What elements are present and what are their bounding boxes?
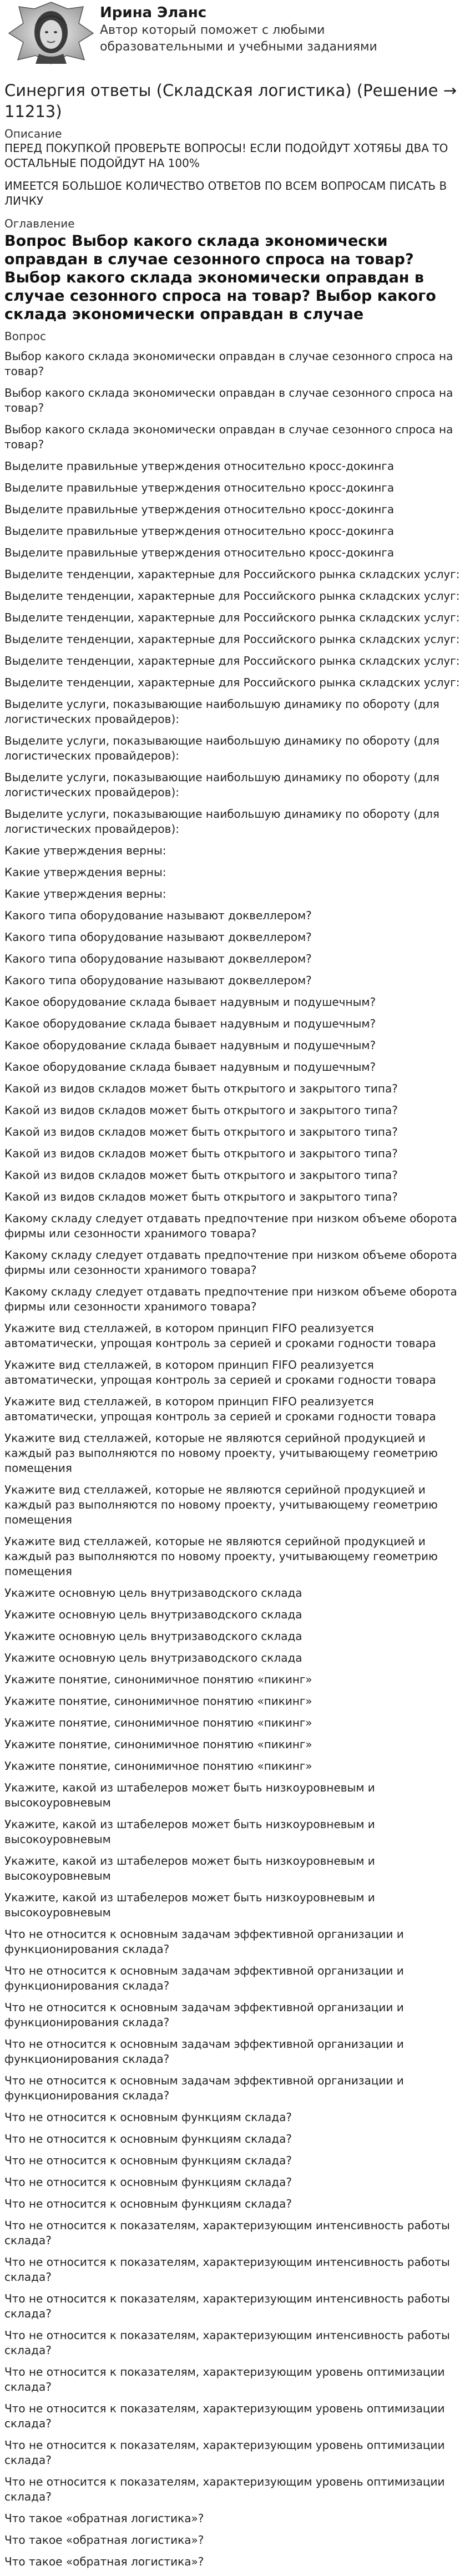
author-name[interactable]: Ирина Эланс [100,4,207,21]
question-item: Что не относится к основным функциям склада? [4,2197,292,2210]
question-item: Укажите понятие, синонимичное понятию «пикинг» [4,1738,312,1751]
question-item: Выделите правильные утверждения относительно кросс-докинга [4,481,395,494]
question-item: Какого типа оборудование называют доквеллером? [4,930,312,944]
question-item: Укажите основную цель внутризаводского склада [4,1608,302,1621]
question-item: Какого типа оборудование называют доквеллером? [4,974,312,987]
question-item: Укажите понятие, синонимичное понятию «пикинг» [4,1694,312,1708]
question-item: Выделите правильные утверждения относительно кросс-докинга [4,524,395,538]
question-item: Укажите понятие, синонимичное понятию «пикинг» [4,1716,312,1729]
question-item: Выделите тенденции, характерные для Российского рынка складских услуг: [4,654,460,667]
question-item: Какого типа оборудование называют доквеллером? [4,952,312,965]
question-item: Выделите услуги, показывающие наибольшую динамику по обороту (для логистических провайдеров): [4,771,439,799]
question-item: Выделите правильные утверждения относительно кросс-докинга [4,503,395,516]
question-item: Что не относится к показателям, характеризующим интенсивность работы склада? [4,2329,450,2357]
author-info [100,1,444,55]
question-item: Выделите тенденции, характерные для Российского рынка складских услуг: [4,589,460,603]
page-title: Синергия ответы (Складская логистика) (Решение → 11213) [4,81,457,121]
question-item: Что не относится к основным функциям склада? [4,2111,292,2124]
question-item: Что не относится к показателям, характеризующим уровень оптимизации склада? [4,2438,445,2467]
question-item: Что не относится к показателям, характеризующим интенсивность работы склада? [4,2255,450,2284]
question-list [4,349,467,2569]
question-item: Что не относится к показателям, характеризующим интенсивность работы склада? [4,2292,450,2320]
author-card [4,1,467,68]
question-item: Что не относится к основным задачам эффективной организации и функционирования склада? [4,2074,404,2102]
question-item: Укажите вид стеллажей, которые не являются серийной продукцией и каждый раз выполняются по новому проекту, учитывающему геометрию помещения [4,1431,438,1475]
question-item: Укажите, какой из штабелеров может быть низкоуровневым и высокоуровневым [4,1854,375,1882]
question-item: Что не относится к основным функциям склада? [4,2154,292,2167]
question-item: Что не относится к показателям, характеризующим уровень оптимизации склада? [4,2365,445,2393]
question-item: Выделите тенденции, характерные для Российского рынка складских услуг: [4,676,460,689]
question-item: Какое оборудование склада бывает надувным и подушечным? [4,1017,376,1030]
question-item: Укажите, какой из штабелеров может быть низкоуровневым и высокоуровневым [4,1818,375,1846]
question-item: Укажите понятие, синонимичное понятию «пикинг» [4,1673,312,1686]
question-item: Выделите услуги, показывающие наибольшую динамику по обороту (для логистических провайдеров): [4,807,439,836]
question-item: Укажите вид стеллажей, в котором принцип FIFO реализуется автоматически, упрощая контроль за серией и сроками годности товара [4,1395,436,1423]
question-item: Что не относится к основным функциям склада? [4,2175,292,2189]
question-item: Что не относится к показателям, характеризующим интенсивность работы склада? [4,2219,450,2247]
question-item: Что такое «обратная логистика»? [4,2555,204,2568]
question-item: Какому складу следует отдавать предпочтение при низком объеме оборота фирмы или сезонности хранимого товара? [4,1248,457,1277]
question-item: Выделите правильные утверждения относительно кросс-докинга [4,546,395,559]
author-avatar[interactable] [7,1,95,65]
question-item: Какие утверждения верны: [4,866,166,879]
question-item: Какой из видов складов может быть открытого и закрытого типа? [4,1082,398,1095]
question-item: Выделите правильные утверждения относительно кросс-докинга [4,459,395,473]
question-item: Какой из видов складов может быть открытого и закрытого типа? [4,1104,398,1117]
question-item: Какого типа оборудование называют доквеллером? [4,909,312,922]
question-item: Что не относится к основным функциям склада? [4,2132,292,2145]
question-item: Что не относится к основным задачам эффективной организации и функционирования склада? [4,2037,404,2066]
question-item: Какой из видов складов может быть открытого и закрытого типа? [4,1190,398,1203]
avatar-image [7,1,95,65]
description-line-2: ИМЕЕТСЯ БОЛЬШОЕ КОЛИЧЕСТВО ОТВЕТОВ ПО ВСЕМ ВОПРОСАМ ПИСАТЬ В ЛИЧКУ [4,179,447,208]
question-item: Выделите тенденции, характерные для Российского рынка складских услуг: [4,568,460,581]
question-item: Какое оборудование склада бывает надувным и подушечным? [4,995,376,1009]
question-item: Какое оборудование склада бывает надувным и подушечным? [4,1039,376,1052]
question-item: Какой из видов складов может быть открытого и закрытого типа? [4,1168,398,1182]
question-item: Укажите вид стеллажей, которые не являются серийной продукцией и каждый раз выполняются по новому проекту, учитывающему геометрию помещения [4,1483,438,1526]
question-item: Укажите, какой из штабелеров может быть низкоуровневым и высокоуровневым [4,1891,375,1919]
question-item: Что не относится к основным задачам эффективной организации и функционирования склада? [4,1927,404,1956]
question-item: Укажите понятие, синонимичное понятию «пикинг» [4,1759,312,1773]
description-label: Описание [4,127,62,140]
question-item: Укажите вид стеллажей, в котором принцип FIFO реализуется автоматически, упрощая контроль за серией и сроками годности товара [4,1322,436,1350]
question-item: Выделите услуги, показывающие наибольшую динамику по обороту (для логистических провайдеров): [4,697,439,726]
question-item: Укажите основную цель внутризаводского склада [4,1629,302,1643]
question-item: Что такое «обратная логистика»? [4,2533,204,2547]
question-item: Какой из видов складов может быть открытого и закрытого типа? [4,1125,398,1138]
question-item: Укажите основную цель внутризаводского склада [4,1586,302,1600]
question-item: Выбор какого склада экономически оправдан в случае сезонного спроса на товар? [4,423,453,451]
question-item: Какие утверждения верны: [4,887,166,900]
toc-heading: Вопрос Выбор какого склада экономически оправдан в случае сезонного спроса на товар? Выбор какого склада экономически оправдан в случае сезонного спроса на товар? Выбор какого склада экономически оправдан в случае [4,232,436,323]
question-item: Укажите вид стеллажей, в котором принцип FIFO реализуется автоматически, упрощая контроль за серией и сроками годности товара [4,1358,436,1386]
question-item: Выделите тенденции, характерные для Российского рынка складских услуг: [4,611,460,624]
question-item: Что не относится к основным задачам эффективной организации и функционирования склада? [4,2001,404,2029]
question-item: Укажите, какой из штабелеров может быть низкоуровневым и высокоуровневым [4,1781,375,1809]
author-description: Автор который поможет с любыми образовательными и учебными заданиями [100,23,377,54]
question-item: Выделите тенденции, характерные для Российского рынка складских услуг: [4,632,460,646]
question-item: Какие утверждения верны: [4,844,166,857]
question-item: Укажите вид стеллажей, которые не являются серийной продукцией и каждый раз выполняются по новому проекту, учитывающему геометрию помещения [4,1535,438,1578]
question-item: Какое оборудование склада бывает надувным и подушечным? [4,1060,376,1074]
description-line-1: ПЕРЕД ПОКУПКОЙ ПРОВЕРЬТЕ ВОПРОСЫ! ЕСЛИ ПОДОЙДУТ ХОТЯБЫ ДВА ТО ОСТАЛЬНЫЕ ПОДОЙДУТ НА 100% [4,141,448,170]
question-label: Вопрос [4,330,46,343]
question-item: Что такое «обратная логистика»? [4,2512,204,2525]
question-item: Выбор какого склада экономически оправдан в случае сезонного спроса на товар? [4,350,453,378]
question-item: Что не относится к показателям, характеризующим уровень оптимизации склада? [4,2402,445,2430]
question-item: Выбор какого склада экономически оправдан в случае сезонного спроса на товар? [4,386,453,414]
question-item: Какой из видов складов может быть открытого и закрытого типа? [4,1147,398,1160]
question-item: Какому складу следует отдавать предпочтение при низком объеме оборота фирмы или сезонности хранимого товара? [4,1212,457,1240]
question-item: Что не относится к показателям, характеризующим уровень оптимизации склада? [4,2475,445,2503]
question-item: Укажите основную цель внутризаводского склада [4,1651,302,1664]
toc-label: Оглавление [4,217,75,230]
question-item: Что не относится к основным задачам эффективной организации и функционирования склада? [4,1964,404,1992]
question-item: Выделите услуги, показывающие наибольшую динамику по обороту (для логистических провайдеров): [4,734,439,762]
question-item: Какому складу следует отдавать предпочтение при низком объеме оборота фирмы или сезонности хранимого товара? [4,1285,457,1313]
